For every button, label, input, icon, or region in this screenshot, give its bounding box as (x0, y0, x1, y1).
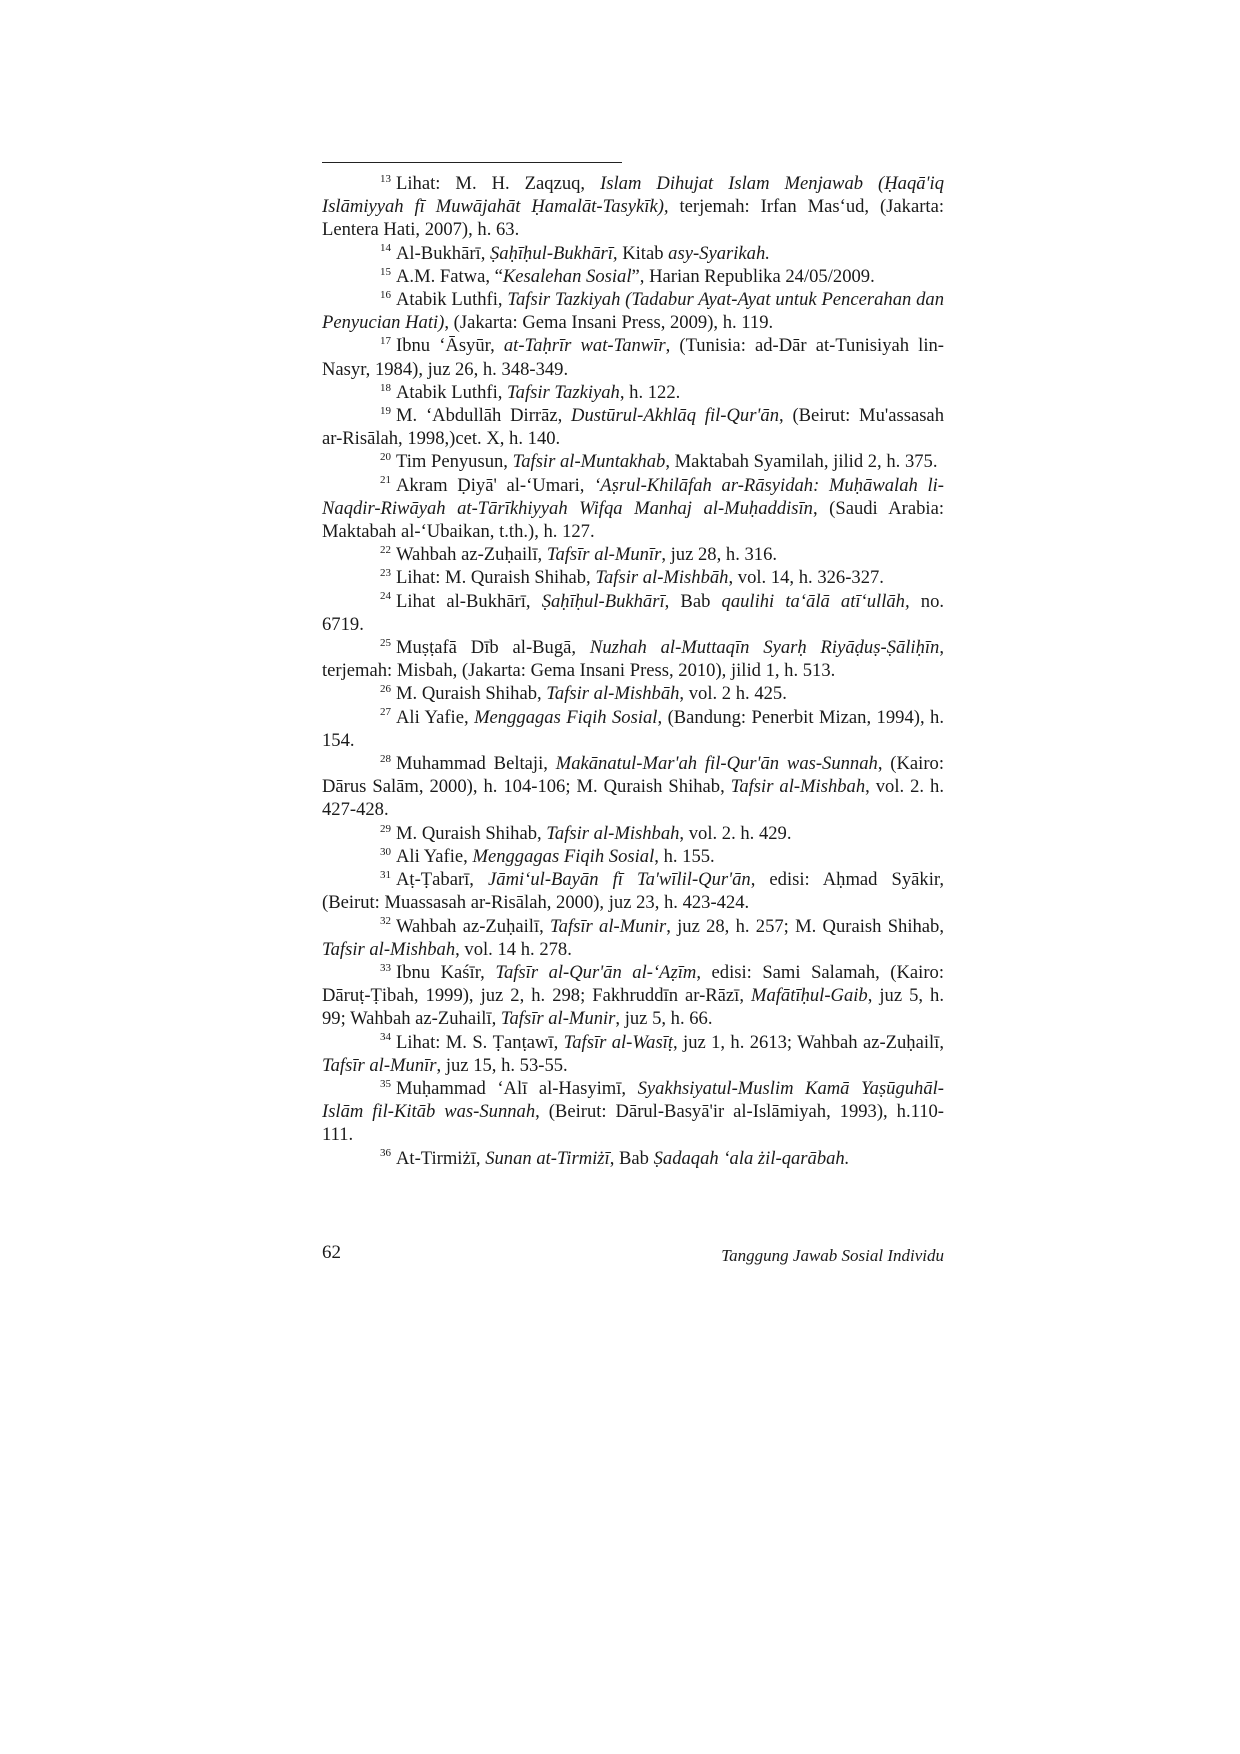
footnote-text: terjemah: Irfan Mas‘ud, (Jakarta: Lentera Hati, 2007), h. 63. (322, 196, 944, 241)
footnote (322, 822, 944, 845)
footnote (322, 474, 944, 544)
footnote-text: Lihat: M. S. Ṭanṭawī, (396, 1031, 564, 1053)
footnote-text: , (Beirut: Dārul-Basyā'ir al-Islāmiyah, 1993), h.110-111. (322, 1101, 944, 1146)
page-number: 62 (322, 1242, 341, 1263)
footnote-title-italic: Tafsīr al-Munir (550, 915, 667, 937)
footnote (322, 265, 944, 288)
footnote-number: 18 (380, 381, 391, 394)
footnote-text: , juz 1, h. 2613; Wahbah az-Zuḥailī, (673, 1031, 944, 1053)
footnote (322, 752, 944, 822)
footnote (322, 682, 944, 705)
footnote-text: , juz 5, h. 66. (615, 1008, 713, 1030)
footnote-text: Wahbah az-Zuḥailī, (396, 544, 547, 566)
footnote-text: , Maktabah Syamilah, jilid 2, h. 375. (665, 451, 938, 473)
footnote-text: Muṣṭafā Dīb al-Bugā, (396, 637, 590, 659)
footnote-title-italic: Tafsīr al-Qur'ān al-‘Aẓīm (495, 961, 697, 983)
footnote (322, 334, 944, 380)
footnote-title-italic: qaulihi ta‘ālā atī‘ullāh, (721, 590, 910, 612)
footnote-text: , h. 155. (654, 845, 715, 867)
footnote-text: , Bab (609, 1147, 654, 1169)
footnote-title-italic: Ṣadaqah ‘ala żil-qarābah. (653, 1147, 850, 1169)
footnote-title-italic: Tafsir al-Mishbāh (595, 567, 729, 589)
footnote-number: 28 (380, 752, 391, 765)
footnotes-block (322, 172, 944, 1170)
footnote-title-italic: ‘Aṣrul-Khilāfah ar-Rāsyidah: Muḥāwalah li-Naqdir-Riwāyah at-Tārīkhiyyah Wifqa Manhaj al-Muḥaddisīn (322, 474, 944, 519)
footnote-separator-rule (322, 162, 622, 163)
footnote-text: , (Bandung: Penerbit Mizan, 1994), h. 154. (322, 706, 944, 751)
footnote (322, 1147, 944, 1170)
footnote-text: Lihat: M. Quraish Shihab, (396, 567, 596, 589)
footnote-text: Atabik Luthfi, (396, 289, 508, 311)
footnote (322, 1031, 944, 1077)
footnote-title-italic: Tafsir al-Mishbah (322, 938, 456, 960)
running-title: Tanggung Jawab Sosial Individu (721, 1246, 944, 1265)
footnote-title-italic: Mafātīḥul-Gaib (750, 985, 868, 1007)
footnote-text: Atabik Luthfi, (396, 381, 508, 403)
footnote-text: , vol. 14 h. 278. (455, 938, 572, 960)
footnote-title-italic: Tafsir al-Mishbāh (546, 683, 680, 705)
footnote-text: ”, Harian Republika 24/05/2009. (631, 265, 875, 287)
footnote-number: 23 (380, 567, 391, 580)
footnote-text: , (Tunisia: ad-Dār at-Tunisiyah lin-Nasyr, 1984), juz 26, h. 348-349. (322, 335, 944, 380)
footnote-number: 14 (380, 242, 391, 255)
footnote-text: Tim Penyusun, (396, 451, 513, 473)
footnote-title-italic: asy-Syarikah. (668, 242, 770, 264)
footnote-number: 34 (380, 1031, 391, 1044)
footnote-number: 31 (380, 868, 391, 881)
footnote-text: Ibnu Kaśīr, (396, 961, 496, 983)
footnote-text: At-Tirmiżī, (396, 1147, 486, 1169)
footnote-title-italic: Tafsīr al-Munīr (546, 544, 662, 566)
footnote (322, 381, 944, 404)
footnote-title-italic: Tafsir al-Muntakhab (512, 451, 666, 473)
footnote-title-italic: Tafsir al-Mishbah (730, 776, 866, 798)
footnote-title-italic: Tafsīr al-Munīr (322, 1054, 437, 1076)
footnote-number: 17 (380, 335, 391, 348)
footnote (322, 404, 944, 450)
footnote-number: 24 (380, 590, 391, 603)
footnote-number: 22 (380, 544, 391, 557)
footnote-title-italic: Tafsir al-Mishbah (546, 822, 680, 844)
footnote (322, 868, 944, 914)
footnote-text: Kitab (617, 242, 669, 264)
footnote-title-italic: Jāmi‘ul-Bayān fī Ta'wīlil-Qur'ān (488, 869, 751, 891)
footnote-text: Lihat al-Bukhārī, (396, 590, 542, 612)
footnote-text: Ali Yafie, (396, 845, 473, 867)
footnote-text: , edisi: Sami Salamah, (Kairo: Dāruṭ-Ṭibah, 1999), juz 2, h. 298; Fakhruddīn ar-Rāzī, (322, 961, 944, 1007)
footnote-number: 33 (380, 961, 391, 974)
footnote-text: , vol. 14, h. 326-327. (728, 567, 884, 589)
footnote (322, 172, 944, 242)
footnote-number: 13 (380, 172, 391, 185)
footnote-title-italic: at-Taḥrīr wat-Tanwīr (503, 335, 666, 357)
footnote-text: Ibnu ‘Āsyūr, (396, 335, 504, 357)
footnote-title-italic: Sunan at-Tirmiżī (485, 1147, 610, 1169)
footnote (322, 450, 944, 473)
footnote-text: , juz 5, h. 99; Wahbah az-Zuhailī, (322, 985, 944, 1030)
footnote (322, 242, 944, 265)
footnote-text: , edisi: Aḥmad Syākir, (Beirut: Muassasah ar-Risālah, 2000), juz 23, h. 423-424. (322, 869, 944, 914)
footnote-text: , vol. 2. h. 427-428. (322, 776, 944, 821)
footnote-title-italic: Tafsir Tazkiyah (Tadabur Ayat-Ayat untuk Pencerahan dan Penyucian Hati) (322, 289, 944, 334)
footnote-title-italic: Nuzhah al-Muttaqīn Syarḥ Riyāḍuṣ-Ṣāliḥīn (589, 637, 940, 659)
footnote-number: 32 (380, 915, 391, 928)
footnote-text: , Bab (664, 590, 722, 612)
footnote-text: , terjemah: Misbah, (Jakarta: Gema Insani Press, 2010), jilid 1, h. 513. (322, 637, 944, 682)
footnote-number: 29 (380, 822, 391, 835)
footnote-text: Aṭ-Ṭabarī, (396, 869, 489, 891)
footnote-title-italic: Makānatul-Mar'ah fil-Qur'ān was-Sunnah (555, 753, 878, 775)
footnote-title-italic: Tafsir Tazkiyah (507, 381, 620, 403)
footnote-title-italic: Kesalehan Sosial (502, 265, 632, 287)
footnote-title-italic: Tafsīr al-Munir (500, 1008, 616, 1030)
footnote-title-italic: Syakhsiyatul-Muslim Kamā Yaṣūguhāl-Islām fil-Kitāb was-Sunnah (322, 1077, 944, 1123)
footnote-text: Akram Ḍiyā' al-‘Umari, (396, 474, 595, 496)
footnote-text: , h. 122. (619, 381, 681, 403)
footnote-title-italic: Ṣaḥīḥul-Bukhārī (541, 590, 665, 612)
footnote-title-italic: Menggagas Fiqih Sosial (474, 706, 658, 728)
footnote-number: 26 (380, 683, 391, 696)
footnote (322, 288, 944, 334)
footnote (322, 636, 944, 682)
footnote-text: Wahbah az-Zuḥailī, (396, 915, 551, 937)
footnote-number: 19 (380, 404, 391, 417)
footnote-text: Ali Yafie, (396, 706, 475, 728)
footnote-text: Muhammad Beltaji, (396, 753, 556, 775)
footnote-text: M. ‘Abdullāh Dirrāz, (396, 405, 572, 427)
footnote-number: 27 (380, 706, 391, 719)
footnote-text: , vol. 2 h. 425. (679, 683, 787, 705)
footnote-text: , juz 28, h. 316. (661, 544, 778, 566)
footnote (322, 915, 944, 961)
footnote (322, 566, 944, 589)
footnote-text: , (Jakarta: Gema Insani Press, 2009), h. 119. (444, 312, 774, 334)
footnote (322, 706, 944, 752)
footnote-number: 35 (380, 1077, 391, 1090)
footnote-number: 30 (380, 845, 391, 858)
footnote-title-italic: Tafsīr al-Wasīṭ (563, 1031, 674, 1053)
footnote (322, 590, 944, 636)
footnote-number: 20 (380, 451, 391, 464)
footnote-text: M. Quraish Shihab, (396, 822, 547, 844)
footnote-number: 21 (380, 474, 391, 487)
footnote-text: , (Kairo: Dārus Salām, 2000), h. 104-106; M. Quraish Shihab, (322, 753, 944, 798)
footnote (322, 845, 944, 868)
footnote (322, 543, 944, 566)
footnote (322, 1077, 944, 1147)
footnote-number: 15 (380, 265, 391, 278)
footnote-text: , (Beirut: Mu'assasah ar-Risālah, 1998,)cet. X, h. 140. (322, 405, 944, 450)
footnote-title-italic: Ṣaḥīḥul-Bukhārī, (490, 242, 618, 264)
footnote-text: no. 6719. (322, 590, 945, 635)
footnote-text: M. Quraish Shihab, (396, 683, 547, 705)
footnote-text: A.M. Fatwa, “ (396, 265, 503, 287)
footnote-text: Muḥammad ‘Alī al-Hasyimī, (396, 1077, 638, 1099)
footnote (322, 961, 944, 1031)
footnote-text: Al-Bukhārī, (396, 242, 490, 264)
footnote-number: 36 (380, 1147, 391, 1160)
footnote-text: , (Saudi Arabia: Maktabah al-‘Ubaikan, t.th.), h. 127. (322, 497, 944, 543)
footnote-text: , juz 28, h. 257; M. Quraish Shihab, (666, 915, 944, 937)
footnote-number: 16 (380, 288, 391, 301)
footnote-number: 25 (380, 636, 391, 649)
footnote-text: Lihat: M. H. Zaqzuq, (396, 173, 601, 194)
footnote-text: , vol. 2. h. 429. (679, 822, 792, 844)
footnote-title-italic: Dustūrul-Akhlāq fil-Qur'ān (571, 405, 780, 427)
footnote-title-italic: Islam Dihujat Islam Menjawab (Ḥaqā'iq Islāmiyyah fī Muwājahāt Ḥamalāt-Tasykīk), (322, 173, 944, 218)
footnote-text: , juz 15, h. 53-55. (436, 1054, 568, 1076)
footnote-title-italic: Menggagas Fiqih Sosial (472, 845, 655, 867)
